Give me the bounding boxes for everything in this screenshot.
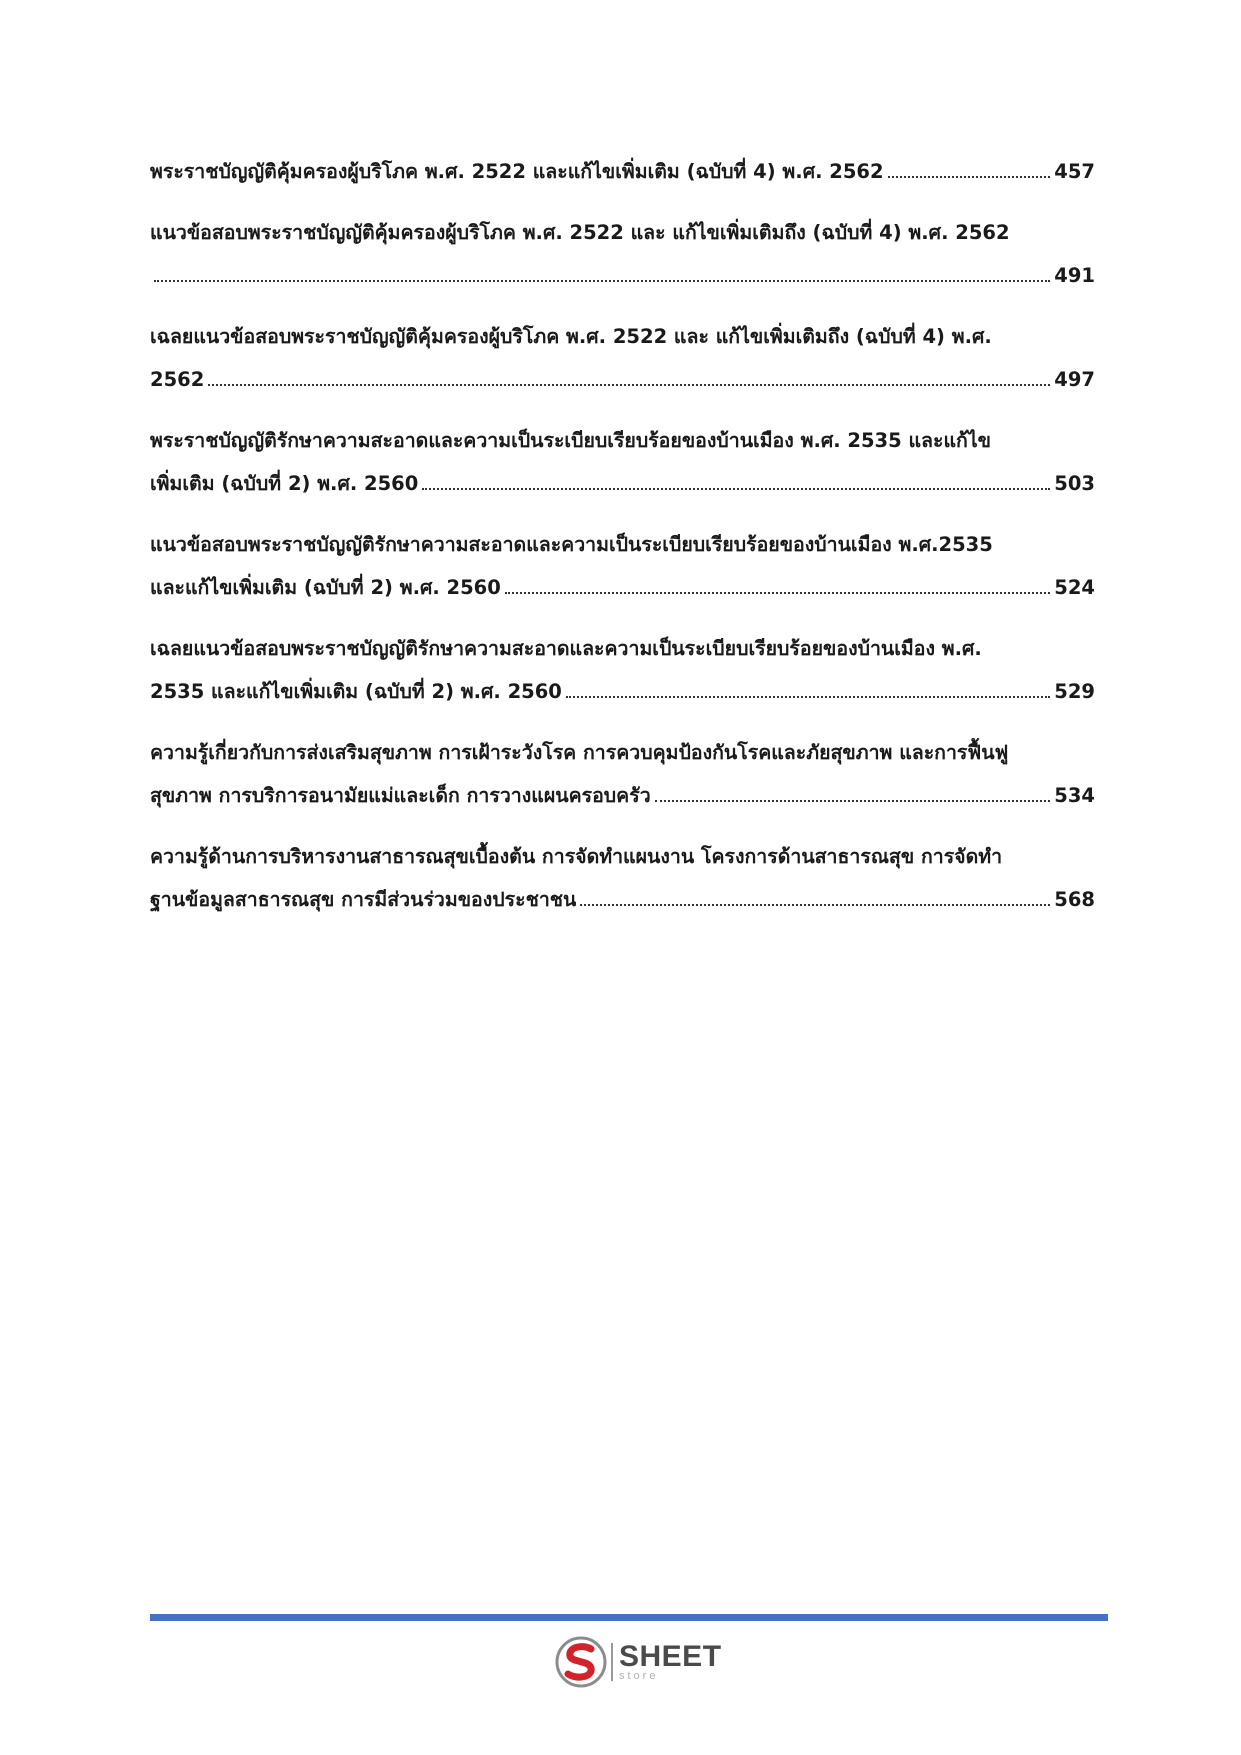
toc-final-line [150,670,1095,713]
table-of-contents [150,150,1095,939]
toc-entry[interactable] [150,211,1095,297]
toc-final-line [150,774,1095,817]
toc-first-line [150,523,1095,566]
toc-entry-title: แนวข้อสอบพระราชบัญญัติรักษาความสะอาดและความเป็นระเบียบเรียบร้อยของบ้านเมือง พ.ศ.2535 [150,533,993,556]
toc-final-line [150,358,1095,401]
toc-first-line [150,835,1095,878]
dot-leader [422,488,1050,490]
toc-page-number: 491 [1054,264,1095,287]
dot-leader [505,592,1050,594]
toc-entry-title-continued: 2535 และแก้ไขเพิ่มเติม (ฉบับที่ 2) พ.ศ. 2560 [150,680,562,703]
toc-entry-title: แนวข้อสอบพระราชบัญญัติคุ้มครองผู้บริโภค พ.ศ. 2522 และ แก้ไขเพิ่มเติมถึง (ฉบับที่ 4) พ.ศ. 2562 [150,221,1010,244]
toc-entry[interactable] [150,419,1095,505]
toc-entry[interactable] [150,315,1095,401]
toc-entry-title-continued: เพิ่มเติม (ฉบับที่ 2) พ.ศ. 2560 [150,472,419,495]
toc-first-line [150,211,1095,254]
toc-first-line [150,315,1095,358]
toc-first-line [150,627,1095,670]
toc-entry[interactable] [150,523,1095,609]
toc-page-number: 534 [1054,784,1095,807]
dot-leader [566,696,1050,698]
toc-page-number: 497 [1054,368,1095,391]
toc-first-line [150,731,1095,774]
toc-entry-title: เฉลยแนวข้อสอบพระราชบัญญัติรักษาความสะอาดและความเป็นระเบียบเรียบร้อยของบ้านเมือง พ.ศ. [150,637,982,660]
toc-entry-title-continued: และแก้ไขเพิ่มเติม (ฉบับที่ 2) พ.ศ. 2560 [150,576,501,599]
toc-page-number: 524 [1054,576,1095,599]
dot-leader [154,280,1050,282]
toc-entry[interactable] [150,835,1095,921]
toc-page-number: 529 [1054,680,1095,703]
toc-page-number: 568 [1054,888,1095,911]
toc-entry-title-continued: 2562 [150,368,205,391]
dot-leader [208,384,1050,386]
toc-page-number: 503 [1054,472,1095,495]
dot-leader [888,176,1051,178]
toc-entry-title: ความรู้เกี่ยวกับการส่งเสริมสุขภาพ การเฝ้าระวังโรค การควบคุมป้องกันโรคและภัยสุขภาพ และการฟื้นฟู [150,741,1009,764]
logo-wordmark [619,1642,722,1682]
dot-leader [655,800,1051,802]
toc-final-line [150,150,1095,193]
s-logo-icon [555,1636,607,1688]
toc-first-line [150,419,1095,462]
toc-entry-title-continued: ฐานข้อมูลสาธารณสุข การมีส่วนร่วมของประชาชน [150,888,577,911]
toc-final-line [150,254,1095,297]
toc-entry[interactable] [150,150,1095,193]
sheet-store-logo [555,1636,722,1688]
toc-final-line [150,878,1095,921]
logo-subtitle: store [619,1670,659,1682]
toc-final-line [150,566,1095,609]
toc-final-line [150,462,1095,505]
toc-entry-title-continued: สุขภาพ การบริการอนามัยแม่และเด็ก การวางแผนครอบครัว [150,784,651,807]
toc-page-number: 457 [1054,160,1095,183]
toc-entry[interactable] [150,731,1095,817]
toc-entry-title: ความรู้ด้านการบริหารงานสาธารณสุขเบื้องต้น การจัดทำแผนงาน โครงการด้านสาธารณสุข การจัดทำ [150,845,1003,868]
toc-entry-title: พระราชบัญญัติคุ้มครองผู้บริโภค พ.ศ. 2522 และแก้ไขเพิ่มเติม (ฉบับที่ 4) พ.ศ. 2562 [150,160,884,183]
toc-entry[interactable] [150,627,1095,713]
toc-entry-title: พระราชบัญญัติรักษาความสะอาดและความเป็นระเบียบเรียบร้อยของบ้านเมือง พ.ศ. 2535 และแก้ไข [150,429,991,452]
logo-word: SHEET [619,1640,722,1673]
logo-divider [611,1643,613,1681]
toc-entry-title: เฉลยแนวข้อสอบพระราชบัญญัติคุ้มครองผู้บริโภค พ.ศ. 2522 และ แก้ไขเพิ่มเติมถึง (ฉบับที่ 4) พ.ศ. [150,325,992,348]
dot-leader [580,904,1050,906]
footer-rule [150,1614,1108,1621]
